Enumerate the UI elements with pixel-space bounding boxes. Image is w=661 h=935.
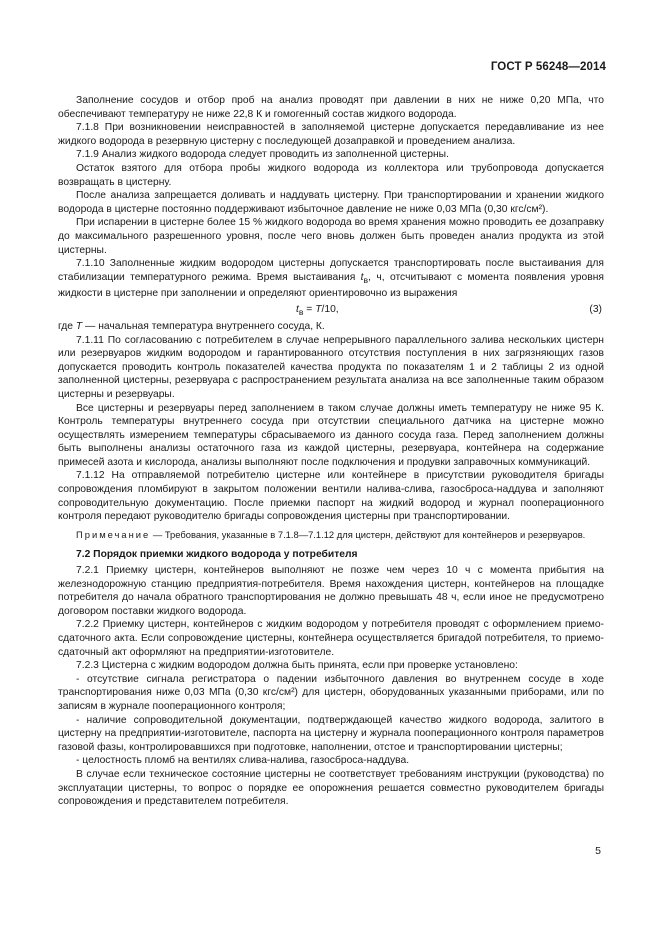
paragraph-residue-return: Остаток взятого для отбора пробы жидкого водорода из коллектора или трубопровода допускается возвращать в цистерну.	[58, 162, 604, 188]
paragraph-7-1-9: 7.1.9 Анализ жидкого водорода следует проводить из заполненной цистерны.	[76, 149, 449, 161]
formula-equals: =	[303, 303, 316, 315]
where-definition: — начальная температура внутреннего сосуда, К.	[82, 320, 325, 332]
paragraph-7-2-2: 7.2.2 Приемку цистерн, контейнеров с жидким водородом у потребителя проводят с оформлением приемо-сдаточного акта. Если сопровождение цистерны, контейнера осуществляется бригадой потребителя, то приемо-сдаточный акт оформляют на предприятии-изготовителе.	[58, 619, 604, 658]
where-variable-T: T	[75, 320, 83, 332]
page-body	[58, 94, 604, 809]
paragraph-7-1-10	[58, 257, 604, 301]
note	[58, 529, 604, 542]
note-text: — Требования, указанные в 7.1.8—7.1.12 для цистерн, действуют для контейнеров и резервуаров.	[150, 528, 586, 540]
paragraph-where-T	[58, 320, 604, 334]
list-item-documentation: - наличие сопроводительной документации, подтверждающей качество жидкого водорода, залитого в цистерну на предприятии-изготовителе, паспорта на цистерну и журнала пооперационного контроля параметров газовой фазы, контролировавшихся при подготовке, наполнении, отстое и транспортировании цистерны;	[58, 714, 604, 753]
formula-number: (3)	[589, 303, 602, 315]
formula-subscript-v: в	[298, 307, 304, 317]
paragraph-technical-state: В случае если техническое состояние цистерны не соответствует требованиям инструкции (руководства) по эксплуатации цистерны, то вопрос о порядке ее опорожнения решается совместно руководителем бригады сопровождения и представителем потребителя.	[58, 768, 604, 808]
paragraph-temperature-control: Все цистерны и резервуары перед заполнением в таком случае должны иметь температуру не ниже 95 К. Контроль температуры внутреннего сосуда при отсутствии специального датчика на цистерне можно осуществлять измерением температуры сбрасываемого из данного сосуда газа. Перед заполнением должны быть выполнены анализы остаточного газа из каждой цистерны, резервуара, контейнера на содержание примесей азота и кислорода, анализы выполняют после подключения и продувки заправочных коммуникаций.	[58, 402, 604, 468]
formula-variable-T: T	[315, 303, 322, 315]
list-item-seals: - целостность пломб на вентилях слива-налива, газосброса-наддува.	[76, 755, 410, 767]
paragraph-7-1-10-part-a: 7.1.10 Заполненные жидким водородом цистерны допускается транспортировать после выстаивания для стабилизации температурного режима. Время выстаивания	[58, 258, 604, 283]
paragraph-7-1-12: 7.1.12 На отправляемой потребителю цистерне или контейнере в присутствии руководителя бригады сопровождения пломбируют в закрытом положении вентили налива-слива, газосброса-наддува и заполняют сопроводительную документацию. После приемки паспорт на жидкий водород и журнал пооперационного контроля передают руководителю бригады сопровождения цистерны при транспортировании.	[58, 470, 604, 523]
document-header-standard: ГОСТ Р 56248—2014	[490, 61, 606, 73]
paragraph-7-1-10-part-b: , ч, отсчитывают с момента появления уровня жидкости в цистерне при заполнении и определяют ориентировочно из выражения	[58, 271, 604, 300]
formula-variable-t: t	[296, 303, 299, 315]
formula-divisor: /10,	[321, 303, 339, 315]
paragraph-evaporation: При испарении в цистерне более 15 % жидкого водорода во время хранения можно проводить ее дозаправку до максимального разрешенного уровня, после чего вновь должен быть проведен анализ продукта из этой цистерны.	[58, 217, 604, 256]
paragraph-after-analysis: После анализа запрещается доливать и наддувать цистерну. При транспортировании и хранении жидкого водорода в цистерне постоянно поддерживают избыточное давление не ниже 0,03 МПа (0,30 кгс/см²).	[58, 190, 604, 215]
section-heading-7-2: 7.2 Порядок приемки жидкого водорода у потребителя	[76, 549, 358, 561]
formula-3	[58, 303, 604, 318]
paragraph-7-2-1: 7.2.1 Приемку цистерн, контейнеров выполняют не позже чем через 10 ч с момента прибытия на железнодорожную станцию предприятия-потребителя. Время нахождения цистерн, контейнеров на площадке потребителя до начала обратного транспортирования не должно превышать 48 ч, если иное не предусмотрено договором поставки жидкого водорода.	[58, 565, 604, 617]
variable-t: t	[360, 271, 364, 283]
paragraph-7-2-3: 7.2.3 Цистерна с жидким водородом должна быть принята, если при проверке установлено:	[76, 660, 518, 672]
list-item-pressure-signal: - отсутствие сигнала регистратора о падении избыточного давления во внутреннем сосуде в ходе транспортирования ниже 0,03 МПа (0,30 кгс/см²) для цистерн, оборудованных указанными приборами, или по записям в журнале пооперационного контроля;	[58, 673, 604, 712]
note-label: Примечание	[76, 528, 151, 540]
paragraph-7-1-8: 7.1.8 При возникновении неисправностей в заполняемой цистерне допускается передавливание из нее жидкого водорода в резервную цистерну с последующей дозаправкой и проведением анализа.	[58, 122, 604, 147]
paragraph-filling-pressure: Заполнение сосудов и отбор проб на анализ проводят при давлении в них не ниже 0,20 МПа, что обеспечивают температуру не ниже 22,8 К и гомогенный состав жидкого водорода.	[58, 95, 604, 120]
paragraph-7-1-11: 7.1.11 По согласованию с потребителем в случае непрерывного параллельного залива нескольких цистерн или резервуаров жидким водородом и гарантированного отсутствия поступления в них загрязняющих газов допускается проводить контроль показателей качества продукта по показателям 1 и 2 таблицы 2 из одной заполненной цистерны, резервуара с распространением результата анализа на все заполненные таким образом цистерны и резервуары.	[58, 334, 604, 400]
page-number: 5	[595, 845, 601, 857]
where-prefix: где	[58, 320, 76, 332]
formula-expression	[296, 303, 339, 320]
subscript-v: в	[363, 274, 369, 285]
